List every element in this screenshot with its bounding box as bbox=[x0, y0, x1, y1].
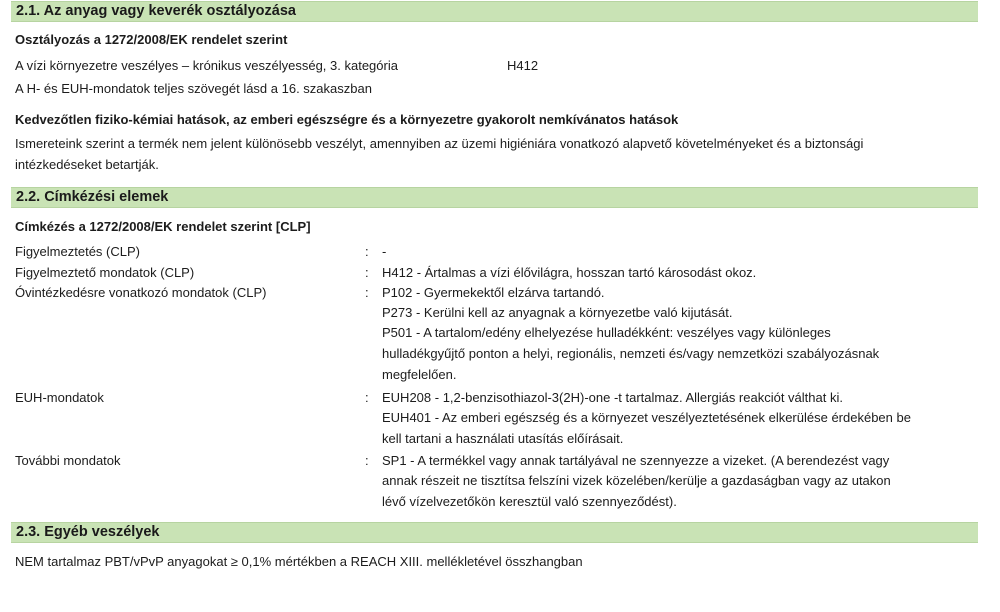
full-text-note: A H- és EUH-mondatok teljes szövegét lásd a 16. szakaszban bbox=[15, 81, 372, 96]
precautionary-line: P501 - A tartalom/edény elhelyezése hulladékként: veszélyes vagy különleges bbox=[382, 325, 831, 340]
adverse-effects-subheading: Kedvezőtlen fiziko-kémiai hatások, az emberi egészségre és a környezetre gyakorolt nemkívánatos hatások bbox=[15, 112, 679, 127]
precautionary-statements-colon: : bbox=[365, 285, 369, 300]
section-2-3-title: 2.3. Egyéb veszélyek bbox=[16, 524, 160, 540]
section-2-2-header bbox=[11, 187, 978, 208]
section-2-1-title: 2.1. Az anyag vagy keverék osztályozása bbox=[16, 3, 296, 19]
euh-line: EUH401 - Az emberi egészség és a környezet veszélyeztetésének elkerülése érdekében be bbox=[382, 410, 911, 425]
hazard-statements-label: Figyelmeztető mondatok (CLP) bbox=[15, 265, 195, 280]
section-2-2-title: 2.2. Címkézési elemek bbox=[16, 189, 169, 205]
euh-line: EUH208 - 1,2-benzisothiazol-3(2H)-one -t tartalmaz. Allergiás reakciót válthat ki. bbox=[382, 390, 843, 405]
further-line: SP1 - A termékkel vagy annak tartályával ne szennyezze a vizeket. (A berendezést vagy bbox=[382, 453, 890, 468]
other-hazards-text: NEM tartalmaz PBT/vPvP anyagokat ≥ 0,1% mértékben a REACH XIII. mellékletével összhangban bbox=[15, 554, 583, 569]
section-2-1-header bbox=[11, 1, 978, 22]
euh-statements-label: EUH-mondatok bbox=[15, 390, 104, 405]
signal-word-value: - bbox=[382, 244, 387, 259]
further-statements-label: További mondatok bbox=[15, 453, 121, 468]
labelling-subheading: Címkézés a 1272/2008/EK rendelet szerint [CLP] bbox=[15, 219, 311, 234]
euh-statements-colon: : bbox=[365, 390, 369, 405]
signal-word-colon: : bbox=[365, 244, 369, 259]
euh-line: kell tartani a használati utasítás előírásait. bbox=[382, 431, 624, 446]
precautionary-statements-label: Óvintézkedésre vonatkozó mondatok (CLP) bbox=[15, 285, 267, 300]
precautionary-line: P273 - Kerülni kell az anyagnak a környezetbe való kijutását. bbox=[382, 305, 733, 320]
further-line: lévő vízelvezetőkön keresztül való szennyeződést). bbox=[382, 494, 677, 509]
adverse-effects-line-2: intézkedéseket betartják. bbox=[15, 157, 159, 172]
classification-text: A vízi környezetre veszélyes – krónikus veszélyesség, 3. kategória bbox=[15, 58, 398, 73]
hazard-statements-colon: : bbox=[365, 265, 369, 280]
adverse-effects-line-1: Ismereteink szerint a termék nem jelent különösebb veszélyt, amennyiben az üzemi higiéniára vonatkozó alapvető követelményeket és a biztonsági bbox=[15, 136, 864, 151]
hazard-statements-value: H412 - Ártalmas a vízi élővilágra, hosszan tartó károsodást okoz. bbox=[382, 265, 757, 280]
signal-word-label: Figyelmeztetés (CLP) bbox=[15, 244, 140, 259]
classification-subheading: Osztályozás a 1272/2008/EK rendelet szerint bbox=[15, 32, 288, 47]
section-2-3-header bbox=[11, 522, 978, 543]
further-line: annak részeit ne tisztítsa felszíni vizek közelében/kerülje a gazdaságban vagy az utakon bbox=[382, 473, 891, 488]
precautionary-line: hulladékgyűjtő ponton a helyi, regionális, nemzeti és/vagy nemzetközi szabályozásnak bbox=[382, 346, 880, 361]
further-statements-colon: : bbox=[365, 453, 369, 468]
classification-code: H412 bbox=[507, 58, 539, 73]
precautionary-line: P102 - Gyermekektől elzárva tartandó. bbox=[382, 285, 605, 300]
precautionary-line: megfelelően. bbox=[382, 367, 457, 382]
